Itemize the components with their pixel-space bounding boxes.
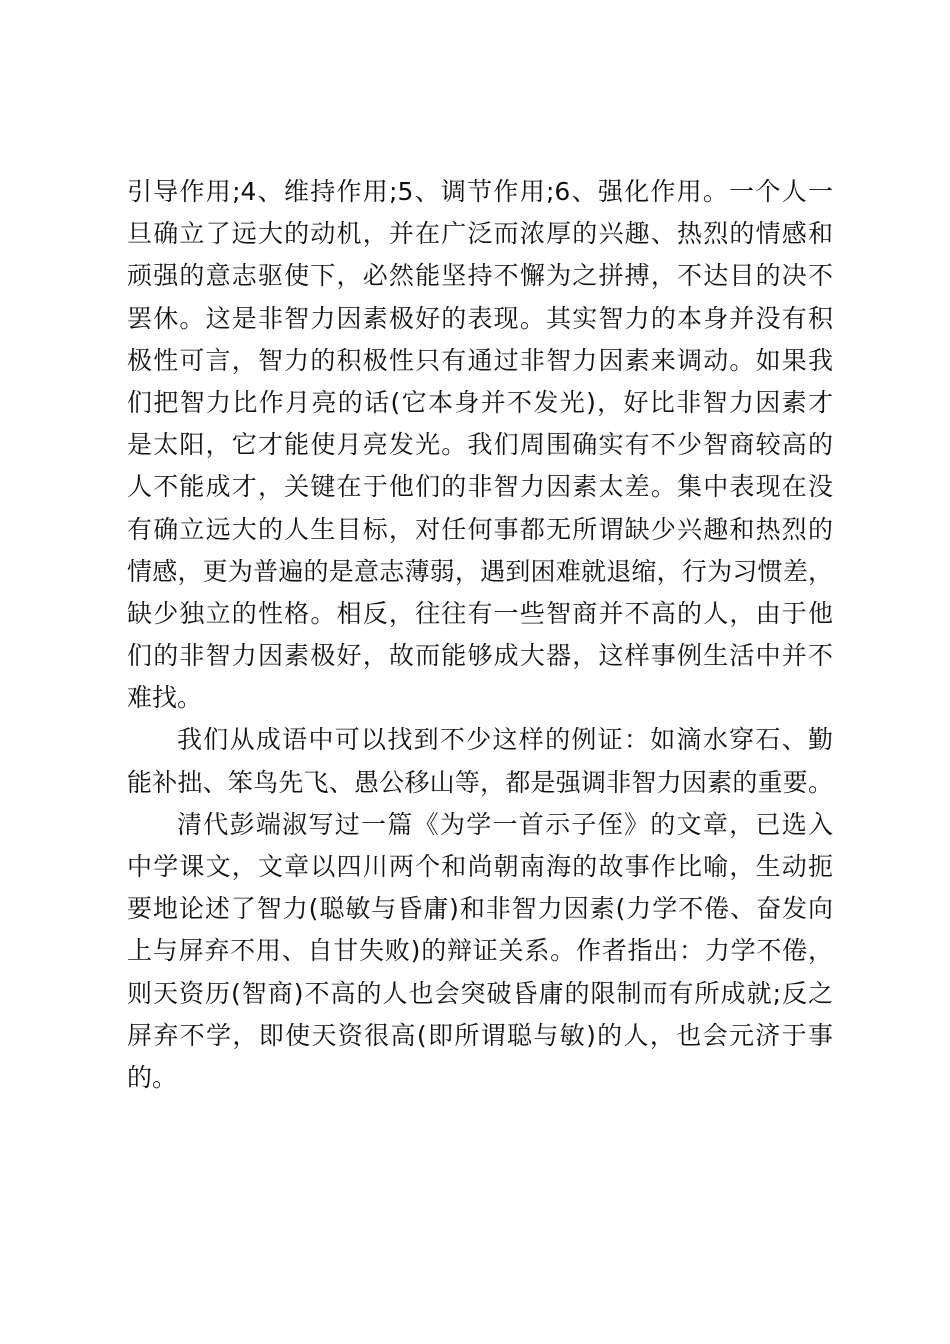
paragraph-3 bbox=[127, 804, 833, 1099]
text-line: 则天资历(智商)不高的人也会突破昏庸的限制而有所成就;反之 bbox=[127, 978, 833, 1008]
text-line: 缺少独立的性格。相反，往往有一些智商并不高的人，由于他 bbox=[127, 598, 833, 628]
paragraph-1 bbox=[127, 171, 833, 719]
text-line: 旦确立了远大的动机，并在广泛而浓厚的兴趣、热烈的情感和 bbox=[127, 219, 833, 249]
text-line: 们的非智力因素极好，故而能够成大器，这样事例生活中并不 bbox=[127, 641, 833, 671]
text-line: 罢休。这是非智力因素极好的表现。其实智力的本身并没有积 bbox=[127, 303, 833, 333]
text-line: 中学课文，文章以四川两个和尚朝南海的故事作比喻，生动扼 bbox=[127, 852, 833, 881]
text-line: 引导作用;4、维持作用;5、调节作用;6、强化作用。一个人一 bbox=[127, 177, 833, 206]
text-line: 能补拙、笨鸟先飞、愚公移山等，都是强调非智力因素的重要。 bbox=[127, 767, 833, 797]
text-line: 是太阳，它才能使月亮发光。我们周围确实有不少智商较高的 bbox=[127, 430, 833, 460]
text-line: 的。 bbox=[127, 1062, 178, 1092]
text-line: 屏弃不学，即使天资很高(即所谓聪与敏)的人，也会元济于事 bbox=[127, 1020, 833, 1050]
text-line: 极性可言，智力的积极性只有通过非智力因素来调动。如果我 bbox=[127, 345, 833, 375]
text-line: 难找。 bbox=[127, 683, 203, 713]
text-line: 人不能成才，关键在于他们的非智力因素太差。集中表现在没 bbox=[127, 472, 833, 502]
text-line: 我们从成语中可以找到不少这样的例证：如滴水穿石、勤 bbox=[177, 725, 833, 755]
paragraph-2 bbox=[127, 719, 833, 803]
text-line: 要地论述了智力(聪敏与昏庸)和非智力因素(力学不倦、奋发向 bbox=[127, 894, 833, 924]
text-line: 清代彭端淑写过一篇《为学一首示子侄》的文章，已选入 bbox=[177, 809, 833, 839]
text-line: 情感，更为普遍的是意志薄弱，遇到困难就退缩，行为习惯差， bbox=[127, 556, 833, 586]
text-line: 顽强的意志驱使下，必然能坚持不懈为之拼搏，不达目的决不 bbox=[127, 261, 833, 291]
text-line: 们把智力比作月亮的话(它本身并不发光)，好比非智力因素才 bbox=[127, 387, 833, 417]
body-text bbox=[127, 171, 833, 1099]
text-line: 上与屏弃不用、自甘失败)的辩证关系。作者指出：力学不倦， bbox=[127, 936, 833, 966]
text-line: 有确立远大的人生目标，对任何事都无所谓缺少兴趣和热烈的 bbox=[127, 514, 833, 544]
